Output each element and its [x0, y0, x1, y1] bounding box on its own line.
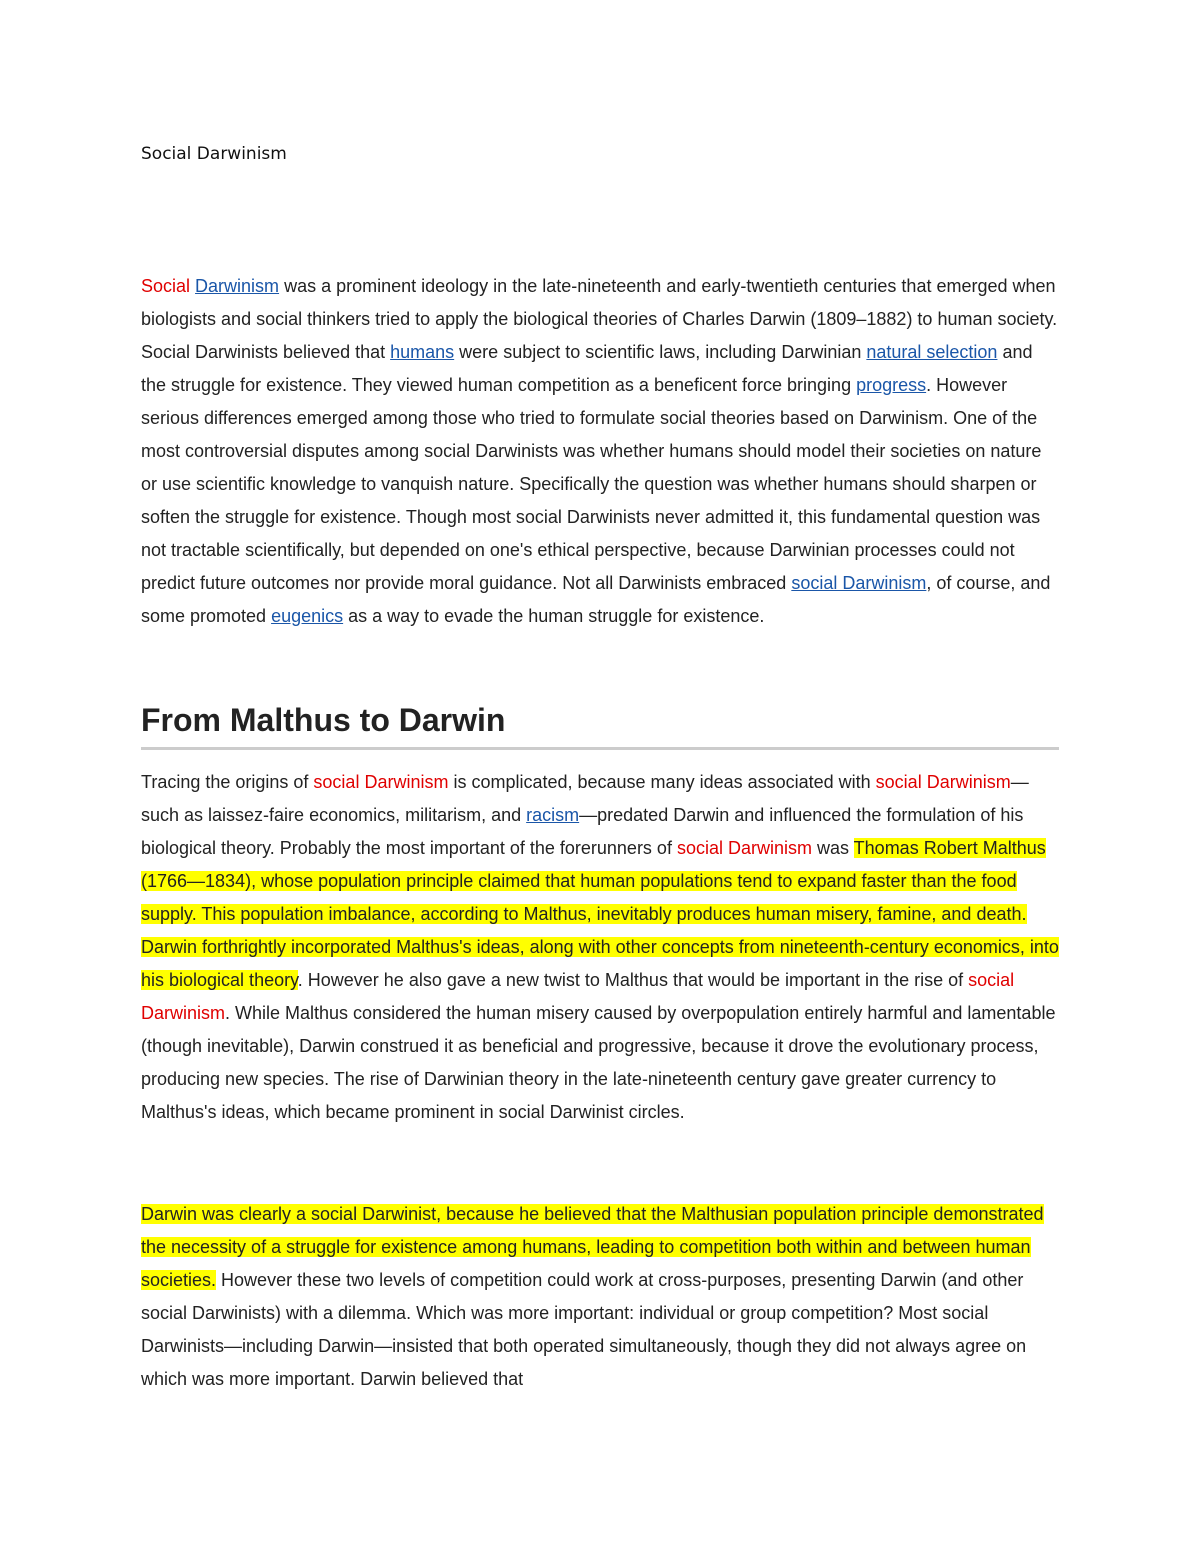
intro-paragraph: [141, 270, 1061, 633]
highlighted-text: Darwin was clearly a social Darwinist, because he believed that the Malthusian population principle demonstrated the necessity of a struggle for existence among humans, leading to competition both within and between human societies.: [141, 1204, 1044, 1290]
text-run: —such as laissez-faire economics, militarism, and: [141, 772, 1029, 825]
link-eugenics[interactable]: eugenics: [271, 606, 344, 626]
text-run: . While Malthus considered the human misery caused by overpopulation entirely harmful and lamentable (though inevitable), Darwin construed it as beneficial and progressive, because it drove the evolutionary process, producing new species. The rise of Darwinian theory in the late-nineteenth century gave greater currency to Malthus's ideas, which became prominent in social Darwinist circles.: [141, 1003, 1056, 1122]
link-racism[interactable]: racism: [526, 805, 580, 825]
red-text: social Darwinism: [141, 970, 1015, 1023]
dilemma-paragraph: [141, 1198, 1061, 1396]
link-humans[interactable]: humans: [390, 342, 455, 362]
text-run: and the struggle for existence. They viewed human competition as a beneficent force bringing: [141, 342, 1033, 395]
text-run: was: [811, 838, 854, 858]
text-run: was a prominent ideology in the late-nineteenth and early-twentieth centuries that emerged when biologists and social thinkers tried to apply the biological theories of Charles Darwin (1809–1882) to human society. Social Darwinists believed that: [141, 276, 1058, 362]
red-text: social Darwinism: [676, 838, 812, 858]
link-progress[interactable]: progress: [856, 375, 927, 395]
text-run: , of course, and some promoted: [141, 573, 1051, 626]
text-run: as a way to evade the human struggle for existence.: [343, 606, 765, 626]
red-text: social Darwinism: [875, 772, 1011, 792]
text-run: is complicated, because many ideas associated with: [448, 772, 876, 792]
highlighted-text: Thomas Robert Malthus (1766—1834), whose population principle claimed that human populations tend to expand faster than the food supply. This population imbalance, according to Malthus, inevitably produces human misery, famine, and death. Darwin forthrightly incorporated Malthus's ideas, along with other concepts from nineteenth-century economics, into his biological theory: [141, 838, 1059, 990]
text-run: However these two levels of competition could work at cross-purposes, presenting Darwin (and other social Darwinists) with a dilemma. Which was more important: individual or group competition? Most social Darwinists—including Darwin—insisted that both operated simultaneously, though they did not always agree on which was more important. Darwin believed that: [141, 1270, 1027, 1389]
red-text: social Darwinism: [313, 772, 449, 792]
link-darwinism[interactable]: Darwinism: [195, 276, 280, 296]
section-heading: From Malthus to Darwin: [141, 702, 1059, 750]
text-run: . However serious differences emerged among those who tried to formulate social theories based on Darwinism. One of the most controversial disputes among social Darwinists was whether humans should model their societies on nature or use scientific knowledge to vanquish nature. Specifically the question was whether humans should sharpen or soften the struggle for existence. Though most social Darwinists never admitted it, this fundamental question was not tractable scientifically, but depended on one's ethical perspective, because Darwinian processes could not predict future outcomes nor provide moral guidance. Not all Darwinists embraced: [141, 375, 1042, 593]
link-natural-selection[interactable]: natural selection: [866, 342, 998, 362]
document-title: Social Darwinism: [141, 144, 287, 164]
text-run: Tracing the origins of: [141, 772, 314, 792]
text-run: . However he also gave a new twist to Malthus that would be important in the rise of: [297, 970, 969, 990]
text-run: —predated Darwin and influenced the formulation of his biological theory. Probably the most important of the forerunners of: [141, 805, 1024, 858]
red-text: Social: [141, 276, 191, 296]
link-social-darwinism[interactable]: social Darwinism: [791, 573, 927, 593]
text-run: were subject to scientific laws, including Darwinian: [454, 342, 867, 362]
malthus-paragraph: [141, 766, 1061, 1129]
